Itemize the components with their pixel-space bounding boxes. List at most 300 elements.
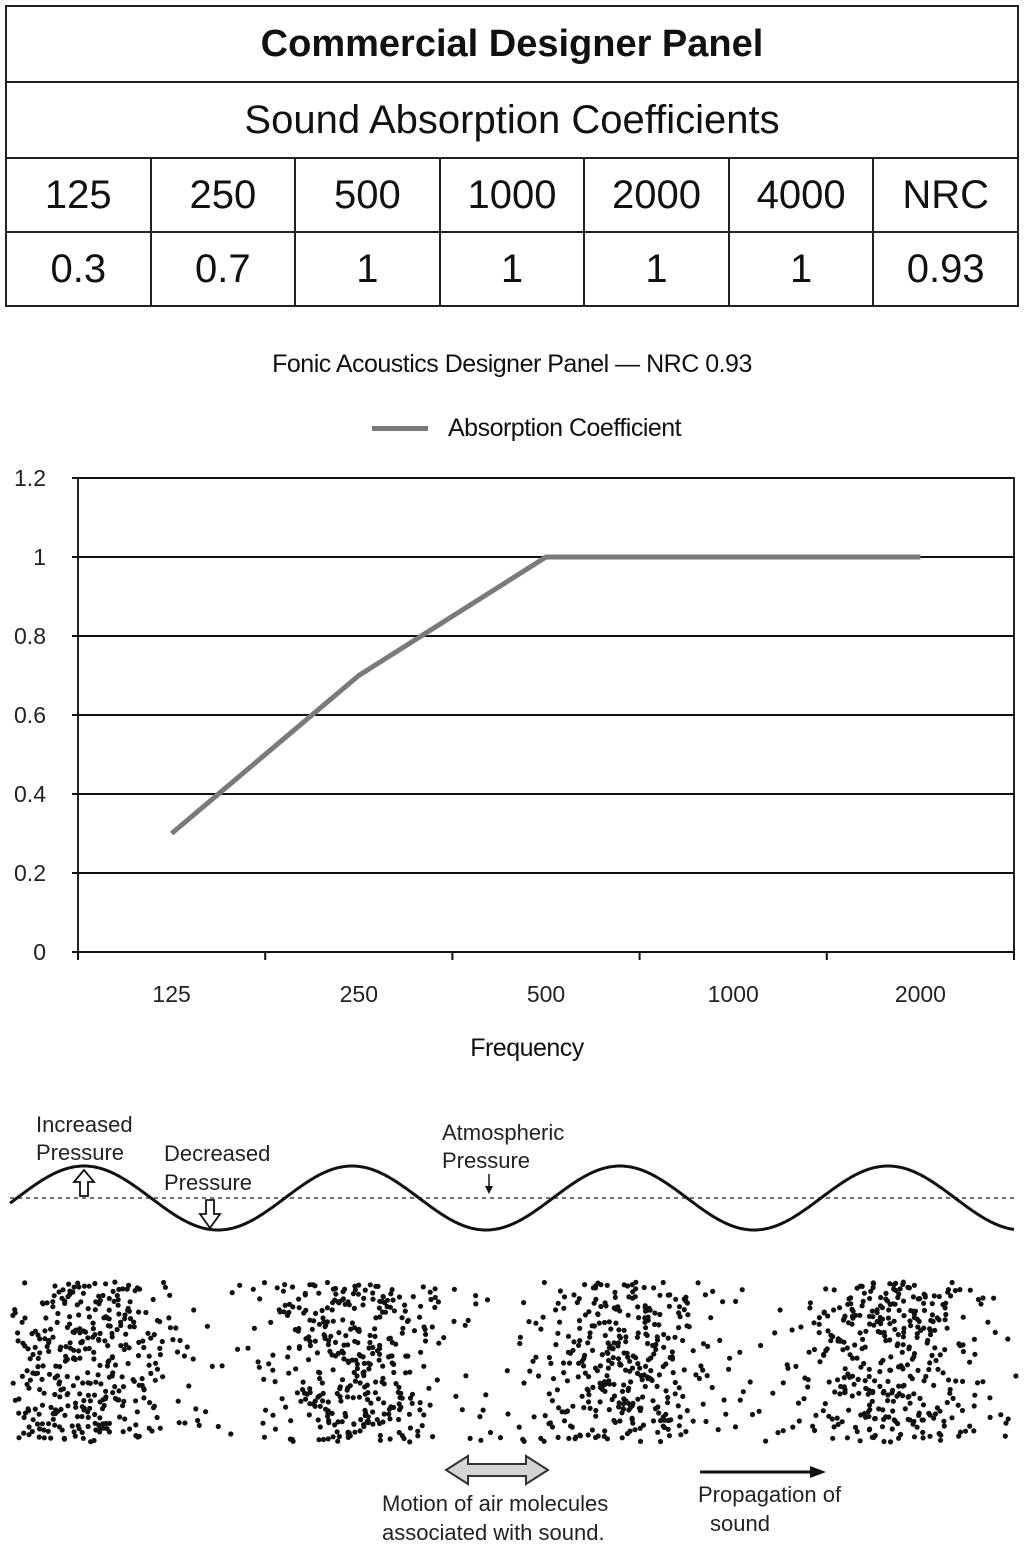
molecule-dot: [651, 1351, 656, 1356]
molecule-dot: [565, 1378, 570, 1383]
molecule-dot: [22, 1415, 27, 1420]
molecule-dot: [577, 1338, 582, 1343]
molecule-dot: [967, 1424, 972, 1429]
molecule-dot: [670, 1356, 675, 1361]
molecule-dot: [343, 1333, 348, 1338]
molecule-dot: [925, 1340, 930, 1345]
molecule-dot: [863, 1329, 868, 1334]
molecule-dot: [867, 1367, 872, 1372]
molecule-dot: [52, 1283, 57, 1288]
molecule-dot: [415, 1433, 420, 1438]
molecule-dot: [543, 1413, 548, 1418]
molecule-dot: [335, 1391, 340, 1396]
molecule-dot: [858, 1330, 863, 1335]
molecule-dot: [900, 1366, 905, 1371]
molecule-dot: [410, 1392, 415, 1397]
molecule-dot: [943, 1312, 948, 1317]
molecule-dot: [880, 1424, 885, 1429]
x-tick-label: 1000: [707, 981, 759, 1007]
molecule-dot: [380, 1376, 385, 1381]
molecule-dot: [421, 1412, 426, 1417]
molecule-dot: [888, 1368, 893, 1373]
molecule-dot: [1013, 1373, 1018, 1378]
molecule-dot: [987, 1395, 992, 1400]
molecule-dot: [517, 1341, 522, 1346]
molecule-dot: [340, 1317, 345, 1322]
molecule-dot: [866, 1414, 871, 1419]
molecule-dot: [680, 1394, 685, 1399]
molecule-dot: [666, 1427, 671, 1432]
molecule-dot: [131, 1320, 136, 1325]
molecule-dot: [86, 1424, 91, 1429]
molecule-dot: [671, 1370, 676, 1375]
molecule-dot: [463, 1323, 468, 1328]
molecule-dot: [590, 1385, 595, 1390]
molecule-dot: [355, 1328, 360, 1333]
molecule-dot: [155, 1367, 160, 1372]
molecule-dot: [555, 1387, 560, 1392]
molecule-dot: [666, 1336, 671, 1341]
molecule-dot: [48, 1327, 53, 1332]
molecule-dot: [923, 1293, 928, 1298]
molecule-dot: [102, 1338, 107, 1343]
molecule-dot: [16, 1396, 21, 1401]
header-cell: 250: [151, 158, 296, 232]
value-cell: 1: [295, 232, 440, 306]
molecule-dot: [650, 1378, 655, 1383]
molecule-dot: [867, 1296, 872, 1301]
molecule-dot: [262, 1435, 267, 1440]
molecule-dot: [372, 1334, 377, 1339]
molecule-dot: [483, 1392, 488, 1397]
molecule-dot: [311, 1401, 316, 1406]
molecule-dot: [517, 1425, 522, 1430]
molecule-dot: [42, 1435, 47, 1440]
molecule-dot: [640, 1377, 645, 1382]
molecule-dot: [230, 1290, 235, 1295]
molecule-dot: [521, 1380, 526, 1385]
molecule-dot: [661, 1332, 666, 1337]
molecule-dot: [852, 1342, 857, 1347]
molecule-dot: [403, 1309, 408, 1314]
molecule-dot: [62, 1299, 67, 1304]
molecule-dot: [245, 1346, 250, 1351]
molecule-dot: [542, 1439, 547, 1444]
molecule-dot: [153, 1378, 158, 1383]
molecule-dot: [942, 1347, 947, 1352]
molecule-dot: [389, 1353, 394, 1358]
molecule-dot: [275, 1285, 280, 1290]
molecule-dot: [920, 1417, 925, 1422]
molecule-dot: [603, 1333, 608, 1338]
molecule-dot: [781, 1428, 786, 1433]
molecule-dot: [210, 1364, 215, 1369]
molecule-dot: [943, 1305, 948, 1310]
molecule-dot: [433, 1286, 438, 1291]
molecule-dot: [877, 1384, 882, 1389]
molecule-dot: [372, 1326, 377, 1331]
molecule-dot: [86, 1380, 91, 1385]
molecule-dot: [62, 1413, 67, 1418]
molecule-dot: [10, 1313, 15, 1318]
molecule-dot: [373, 1390, 378, 1395]
molecule-dot: [402, 1303, 407, 1308]
molecule-dot: [960, 1408, 965, 1413]
molecule-dot: [561, 1370, 566, 1375]
molecule-dot: [855, 1429, 860, 1434]
molecule-dot: [397, 1294, 402, 1299]
molecule-dot: [710, 1289, 715, 1294]
molecule-dot: [750, 1412, 755, 1417]
molecule-dot: [980, 1379, 985, 1384]
molecule-dot: [883, 1291, 888, 1296]
molecule-dot: [882, 1333, 887, 1338]
molecule-dot: [727, 1356, 732, 1361]
y-tick-label: 0.2: [14, 860, 46, 886]
molecule-dot: [52, 1423, 57, 1428]
molecule-dot: [331, 1319, 336, 1324]
molecule-dot: [35, 1371, 40, 1376]
molecule-dot: [400, 1326, 405, 1331]
molecule-dot: [906, 1417, 911, 1422]
absorption-table: [5, 5, 1019, 307]
molecule-dot: [98, 1298, 103, 1303]
molecule-dot: [867, 1427, 872, 1432]
molecule-dot: [960, 1342, 965, 1347]
molecule-dot: [68, 1340, 73, 1345]
molecule-dot: [938, 1438, 943, 1443]
molecule-dot: [288, 1418, 293, 1423]
header-cell: 125: [6, 158, 151, 232]
molecule-dot: [645, 1307, 650, 1312]
molecule-dot: [25, 1368, 30, 1373]
molecule-dot: [195, 1418, 200, 1423]
molecule-dot: [961, 1349, 966, 1354]
molecule-dot: [556, 1435, 561, 1440]
molecule-dot: [945, 1400, 950, 1405]
molecule-dot: [426, 1386, 431, 1391]
molecule-dot: [557, 1320, 562, 1325]
molecule-dot: [173, 1325, 178, 1330]
molecule-dot: [626, 1313, 631, 1318]
molecule-dot: [310, 1327, 315, 1332]
molecule-dot: [57, 1379, 62, 1384]
molecule-dot: [430, 1434, 435, 1439]
molecule-dot: [35, 1332, 40, 1337]
molecule-dot: [518, 1335, 523, 1340]
molecule-dot: [790, 1425, 795, 1430]
molecule-dot: [112, 1280, 117, 1285]
molecule-dot: [891, 1287, 896, 1292]
molecule-dot: [58, 1407, 63, 1412]
molecule-dot: [993, 1330, 998, 1335]
molecule-dot: [541, 1315, 546, 1320]
molecule-dot: [37, 1412, 42, 1417]
molecule-dot: [592, 1323, 597, 1328]
molecule-dot: [936, 1317, 941, 1322]
molecule-dot: [343, 1414, 348, 1419]
molecule-dot: [852, 1382, 857, 1387]
molecule-dot: [593, 1285, 598, 1290]
molecule-dot: [575, 1300, 580, 1305]
molecule-dot: [656, 1322, 661, 1327]
molecule-dot: [895, 1343, 900, 1348]
molecule-dot: [585, 1340, 590, 1345]
molecule-dot: [473, 1293, 478, 1298]
molecule-dot: [428, 1403, 433, 1408]
molecule-dot: [347, 1302, 352, 1307]
molecule-dot: [452, 1287, 457, 1292]
molecule-dot: [812, 1347, 817, 1352]
molecule-dot: [733, 1424, 738, 1429]
molecule-dot: [656, 1410, 661, 1415]
molecule-dot: [978, 1301, 983, 1306]
molecule-dot: [266, 1361, 271, 1366]
molecule-dot: [478, 1438, 483, 1443]
molecule-dot: [538, 1327, 543, 1332]
molecule-dot: [86, 1306, 91, 1311]
molecule-dot: [593, 1408, 598, 1413]
molecule-dot: [880, 1317, 885, 1322]
molecule-dot: [618, 1335, 623, 1340]
molecule-dot: [890, 1388, 895, 1393]
molecule-dot: [47, 1372, 52, 1377]
molecule-dot: [571, 1339, 576, 1344]
molecule-dot: [522, 1439, 527, 1444]
molecule-dot: [310, 1282, 315, 1287]
molecule-dot: [895, 1421, 900, 1426]
molecule-dot: [863, 1378, 868, 1383]
pressure-wave: [10, 1166, 1014, 1230]
molecule-dot: [892, 1319, 897, 1324]
molecule-dot: [117, 1414, 122, 1419]
molecule-dot: [945, 1326, 950, 1331]
molecule-dot: [50, 1335, 55, 1340]
molecule-dot: [367, 1340, 372, 1345]
molecule-dot: [798, 1324, 803, 1329]
molecule-dot: [273, 1379, 278, 1384]
molecule-dot: [321, 1437, 326, 1442]
molecule-dot: [52, 1293, 57, 1298]
molecule-dot: [366, 1414, 371, 1419]
molecule-dot: [605, 1283, 610, 1288]
molecule-dot: [703, 1419, 708, 1424]
molecule-dot: [337, 1386, 342, 1391]
molecule-dot: [111, 1289, 116, 1294]
molecule-dot: [46, 1421, 51, 1426]
molecule-dot: [147, 1354, 152, 1359]
molecule-dot: [421, 1364, 426, 1369]
molecule-dot: [237, 1283, 242, 1288]
molecule-dot: [42, 1391, 47, 1396]
molecule-dot: [580, 1394, 585, 1399]
molecule-dot: [320, 1398, 325, 1403]
molecule-dot: [923, 1374, 928, 1379]
molecule-dot: [351, 1291, 356, 1296]
molecule-dot: [600, 1387, 605, 1392]
molecule-dot: [286, 1310, 291, 1315]
molecule-dot: [901, 1280, 906, 1285]
molecule-dot: [177, 1420, 182, 1425]
molecule-dot: [329, 1352, 334, 1357]
molecule-dot: [627, 1359, 632, 1364]
molecule-dot: [107, 1421, 112, 1426]
molecule-dot: [685, 1312, 690, 1317]
molecule-dot: [399, 1315, 404, 1320]
molecule-dot: [157, 1346, 162, 1351]
molecule-dot: [326, 1399, 331, 1404]
molecule-dot: [657, 1312, 662, 1317]
molecule-dot: [910, 1309, 915, 1314]
molecule-dot: [326, 1436, 331, 1441]
molecule-dot: [878, 1295, 883, 1300]
molecule-dot: [673, 1297, 678, 1302]
molecule-dot: [527, 1369, 532, 1374]
header-cell: 4000: [729, 158, 874, 232]
molecule-dot: [325, 1305, 330, 1310]
molecule-dot: [577, 1326, 582, 1331]
molecule-dot: [91, 1321, 96, 1326]
molecule-dot: [33, 1407, 38, 1412]
molecule-dot: [911, 1294, 916, 1299]
molecule-dot: [50, 1304, 55, 1309]
molecule-dot: [901, 1299, 906, 1304]
molecule-dot: [358, 1428, 363, 1433]
molecule-dot: [370, 1409, 375, 1414]
molecule-dot: [830, 1436, 835, 1441]
molecule-dot: [630, 1296, 635, 1301]
molecule-dot: [604, 1373, 609, 1378]
molecule-dot: [76, 1423, 81, 1428]
molecule-dot: [807, 1350, 812, 1355]
molecule-dot: [103, 1396, 108, 1401]
molecule-dot: [652, 1310, 657, 1315]
molecule-dot: [306, 1334, 311, 1339]
molecule-dot: [175, 1349, 180, 1354]
molecule-dot: [636, 1330, 641, 1335]
molecule-dot: [726, 1367, 731, 1372]
molecule-dot: [926, 1367, 931, 1372]
molecule-dot: [971, 1428, 976, 1433]
molecule-dot: [257, 1365, 262, 1370]
molecule-dot: [228, 1431, 233, 1436]
molecule-dot: [46, 1340, 51, 1345]
molecule-dot: [463, 1373, 468, 1378]
molecule-dot: [390, 1287, 395, 1292]
molecule-dot: [938, 1352, 943, 1357]
molecule-dot: [866, 1392, 871, 1397]
header-cell: NRC: [873, 158, 1018, 232]
molecule-dot: [885, 1398, 890, 1403]
molecule-dot: [362, 1408, 367, 1413]
x-tick-label: 500: [526, 981, 566, 1007]
molecule-dot: [935, 1367, 940, 1372]
molecule-dot: [894, 1394, 899, 1399]
molecule-dot: [617, 1418, 622, 1423]
molecule-dot: [830, 1334, 835, 1339]
molecule-dot: [326, 1420, 331, 1425]
molecule-dot: [430, 1324, 435, 1329]
molecule-dot: [526, 1319, 531, 1324]
molecule-dot: [27, 1424, 32, 1429]
molecule-dot: [908, 1323, 913, 1328]
molecule-dot: [532, 1414, 537, 1419]
molecule-dot: [737, 1350, 742, 1355]
value-cell: 0.3: [6, 232, 151, 306]
molecule-dot: [316, 1437, 321, 1442]
molecule-dot: [856, 1391, 861, 1396]
molecule-dot: [100, 1293, 105, 1298]
molecule-dot: [90, 1335, 95, 1340]
molecule-dot: [382, 1411, 387, 1416]
molecule-dot: [75, 1414, 80, 1419]
header-cell: 2000: [584, 158, 729, 232]
molecule-dot: [97, 1415, 102, 1420]
molecule-dot: [357, 1395, 362, 1400]
molecule-dot: [79, 1414, 84, 1419]
molecule-dot: [307, 1412, 312, 1417]
molecule-dot: [870, 1399, 875, 1404]
molecule-dot: [845, 1435, 850, 1440]
molecule-dot: [676, 1403, 681, 1408]
molecule-dot: [93, 1307, 98, 1312]
molecule-dot: [91, 1438, 96, 1443]
molecule-dot: [421, 1284, 426, 1289]
molecule-dot: [428, 1290, 433, 1295]
molecule-dot: [132, 1324, 137, 1329]
molecule-dot: [52, 1392, 57, 1397]
molecule-dot: [604, 1350, 609, 1355]
molecule-dot: [586, 1432, 591, 1437]
molecule-dot: [645, 1341, 650, 1346]
molecule-dot: [341, 1296, 346, 1301]
molecule-dot: [325, 1280, 330, 1285]
molecule-dot: [400, 1433, 405, 1438]
x-tick-label: 250: [339, 981, 378, 1007]
molecule-dot: [870, 1435, 875, 1440]
molecule-dot: [57, 1394, 62, 1399]
molecule-dot: [295, 1390, 300, 1395]
molecule-dot: [638, 1406, 643, 1411]
molecule-dot: [953, 1288, 958, 1293]
molecule-dot: [191, 1356, 196, 1361]
molecule-dot: [581, 1356, 586, 1361]
molecule-dot: [801, 1396, 806, 1401]
molecule-dot: [353, 1379, 358, 1384]
molecule-dot: [110, 1370, 115, 1375]
molecule-dot: [41, 1363, 46, 1368]
molecule-dot: [696, 1280, 701, 1285]
molecule-dot: [283, 1405, 288, 1410]
molecule-dot: [556, 1405, 561, 1410]
molecule-dot: [870, 1314, 875, 1319]
molecule-dot: [655, 1404, 660, 1409]
molecule-dot: [825, 1346, 830, 1351]
molecule-dot: [98, 1381, 103, 1386]
molecule-dot: [296, 1297, 301, 1302]
molecule-dot: [43, 1315, 48, 1320]
molecule-dot: [885, 1379, 890, 1384]
molecule-dot: [637, 1366, 642, 1371]
molecule-dot: [65, 1294, 70, 1299]
molecule-dot: [342, 1287, 347, 1292]
x-tick-label: 125: [152, 981, 191, 1007]
molecule-dot: [323, 1324, 328, 1329]
molecule-dot: [28, 1378, 33, 1383]
molecule-dot: [630, 1417, 635, 1422]
molecule-dot: [915, 1335, 920, 1340]
molecule-dot: [251, 1287, 256, 1292]
